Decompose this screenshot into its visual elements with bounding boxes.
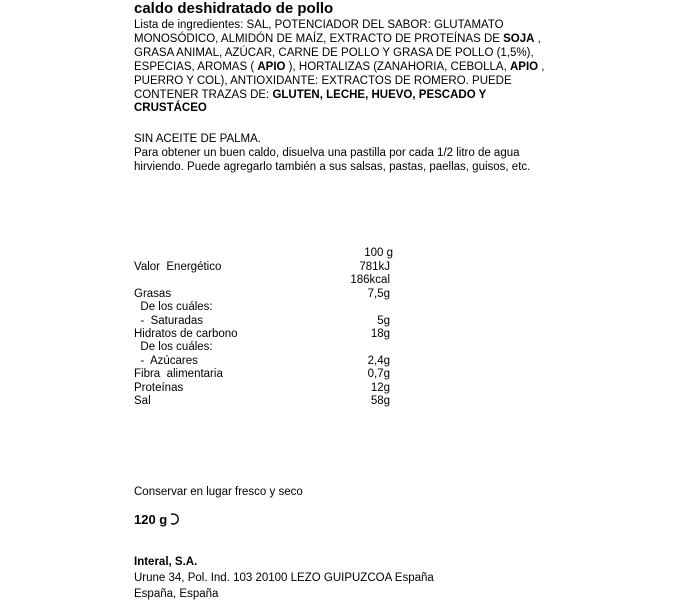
- nutrition-label: - Saturadas: [134, 314, 204, 327]
- ingredients-text: ESPECIAS, AROMAS (: [134, 61, 258, 73]
- net-weight: [134, 512, 181, 527]
- company-country: España, España: [134, 588, 219, 600]
- company-address: Urune 34, Pol. Ind. 103 20100 LEZO GUIPUZCOA España: [134, 572, 434, 584]
- instructions-line-2: hirviendo. Puede agregarlo también a sus salsas, pastas, paellas, guisos, etc.: [134, 161, 531, 173]
- ingredients-line-5: PUERRO Y COL), ANTIOXIDANTE: EXTRACTOS DE ROMERO. PUEDE: [134, 75, 512, 87]
- ingredients-text: ), HORTALIZAS (ZANAHORIA, CEBOLLA,: [285, 61, 510, 73]
- nutrition-label: Proteínas: [134, 381, 184, 394]
- ingredients-line-2: [134, 33, 541, 46]
- ingredients-text: ,: [534, 33, 541, 45]
- company-name: Interal, S.A.: [134, 556, 198, 568]
- nutrition-value: 7,5g: [367, 287, 390, 300]
- nutrition-label: Hidratos de carbono: [134, 328, 238, 340]
- nutrition-value: 18g: [370, 328, 390, 340]
- palm-oil-note: SIN ACEITE DE PALMA.: [134, 133, 261, 145]
- nutrition-value: 186kcal: [350, 274, 390, 287]
- ingredients-text: CONTENER TRAZAS DE:: [134, 89, 273, 101]
- ingredients-line-3: GRASA ANIMAL, AZÚCAR, CARNE DE POLLO Y GRASA DE POLLO (1,5%),: [134, 47, 534, 59]
- instructions-line-1: Para obtener un buen caldo, disuelva una pastilla por cada 1/2 litro de agua: [134, 147, 520, 159]
- net-weight-value: 120 g: [134, 512, 168, 527]
- nutrition-value: 12g: [370, 381, 390, 394]
- ingredients-line-1: Lista de ingredientes: SAL, POTENCIADOR DEL SABOR: GLUTAMATO: [134, 19, 504, 31]
- nutrition-label: Valor Energético: [134, 261, 222, 273]
- allergen-traces: GLUTEN, LECHE, HUEVO, PESCADO Y: [272, 89, 487, 101]
- allergen-soja: SOJA: [503, 33, 535, 45]
- nutrition-label: Grasas: [134, 287, 172, 300]
- nutrition-value: 0,7g: [367, 368, 390, 381]
- nutrition-value: 781kJ: [359, 261, 390, 273]
- storage-note: Conservar en lugar fresco y seco: [134, 486, 303, 498]
- ingredients-text: ,: [538, 61, 545, 73]
- nutrition-label: De los cuáles:: [134, 341, 213, 354]
- estimated-sign-icon: [167, 512, 181, 526]
- product-title: caldo deshidratado de pollo: [134, 0, 334, 17]
- allergen-apio: APIO: [509, 61, 539, 73]
- nutrition-label: Fibra alimentaria: [134, 368, 223, 381]
- nutrition-label: De los cuáles:: [134, 301, 213, 314]
- allergen-apio: APIO: [257, 61, 286, 73]
- nutrition-value: 58g: [370, 395, 390, 407]
- nutrition-label: Sal: [134, 395, 151, 407]
- nutrition-header: 100 g: [364, 247, 393, 259]
- allergen-traces: CRUSTÁCEO: [134, 102, 207, 114]
- nutrition-value: 5g: [377, 314, 390, 327]
- ingredients-line-6: [134, 89, 486, 102]
- ingredients-text: MONOSÓDICO, ALMIDÓN DE MAÍZ, EXTRACTO DE PROTEÍNAS DE: [134, 33, 504, 45]
- ingredients-line-4: [134, 61, 545, 74]
- nutrition-value: 2,4g: [367, 354, 390, 367]
- nutrition-label: - Azúcares: [134, 354, 198, 367]
- ingredients-line-7: [134, 102, 207, 115]
